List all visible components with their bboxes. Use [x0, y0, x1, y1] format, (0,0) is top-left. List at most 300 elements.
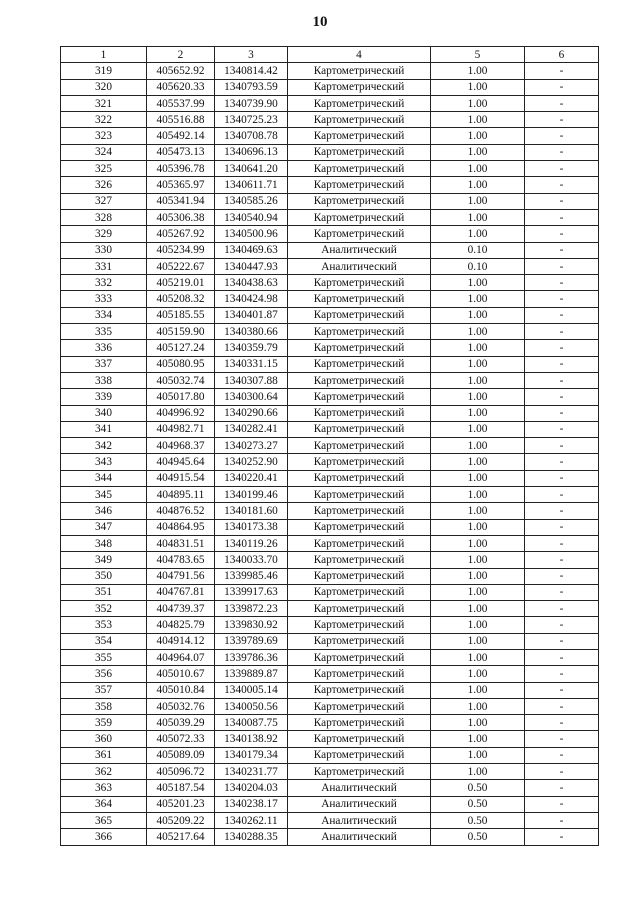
- note-cell: -: [525, 144, 599, 160]
- x-coordinate-cell: 405516.88: [147, 112, 215, 128]
- x-coordinate-cell: 405080.95: [147, 356, 215, 372]
- accuracy-cell: 1.00: [431, 552, 525, 568]
- x-coordinate-cell: 404876.52: [147, 503, 215, 519]
- method-cell: Аналитический: [288, 796, 431, 812]
- x-coordinate-cell: 404895.11: [147, 487, 215, 503]
- accuracy-cell: 0.10: [431, 242, 525, 258]
- table-row: [61, 535, 599, 551]
- x-coordinate-cell: 405537.99: [147, 95, 215, 111]
- accuracy-cell: 1.00: [431, 226, 525, 242]
- y-coordinate-cell: 1340262.11: [215, 812, 288, 828]
- point-number-cell: 323: [61, 128, 147, 144]
- note-cell: -: [525, 796, 599, 812]
- y-coordinate-cell: 1340585.26: [215, 193, 288, 209]
- x-coordinate-cell: 405187.54: [147, 780, 215, 796]
- note-cell: -: [525, 291, 599, 307]
- x-coordinate-cell: 404964.07: [147, 649, 215, 665]
- note-cell: -: [525, 535, 599, 551]
- x-coordinate-cell: 404831.51: [147, 535, 215, 551]
- x-coordinate-cell: 405072.33: [147, 731, 215, 747]
- y-coordinate-cell: 1340739.90: [215, 95, 288, 111]
- accuracy-cell: 0.50: [431, 796, 525, 812]
- x-coordinate-cell: 405010.84: [147, 682, 215, 698]
- method-cell: Картометрический: [288, 79, 431, 95]
- table-row: [61, 193, 599, 209]
- table-row: [61, 209, 599, 225]
- y-coordinate-cell: 1340050.56: [215, 698, 288, 714]
- y-coordinate-cell: 1340231.77: [215, 764, 288, 780]
- accuracy-cell: 1.00: [431, 666, 525, 682]
- table-row: [61, 584, 599, 600]
- note-cell: -: [525, 470, 599, 486]
- table-header-row: [61, 47, 599, 63]
- point-number-cell: 358: [61, 698, 147, 714]
- accuracy-cell: 1.00: [431, 340, 525, 356]
- table-row: [61, 731, 599, 747]
- x-coordinate-cell: 405341.94: [147, 193, 215, 209]
- table-row: [61, 95, 599, 111]
- point-number-cell: 354: [61, 633, 147, 649]
- accuracy-cell: 1.00: [431, 324, 525, 340]
- accuracy-cell: 1.00: [431, 535, 525, 551]
- point-number-cell: 330: [61, 242, 147, 258]
- note-cell: -: [525, 177, 599, 193]
- y-coordinate-cell: 1340033.70: [215, 552, 288, 568]
- header-cell: 3: [215, 47, 288, 63]
- table-row: [61, 63, 599, 79]
- y-coordinate-cell: 1339985.46: [215, 568, 288, 584]
- table-row: [61, 372, 599, 388]
- y-coordinate-cell: 1340204.03: [215, 780, 288, 796]
- point-number-cell: 359: [61, 715, 147, 731]
- y-coordinate-cell: 1340641.20: [215, 161, 288, 177]
- accuracy-cell: 1.00: [431, 193, 525, 209]
- point-number-cell: 325: [61, 161, 147, 177]
- method-cell: Картометрический: [288, 698, 431, 714]
- point-number-cell: 361: [61, 747, 147, 763]
- accuracy-cell: 0.50: [431, 829, 525, 845]
- point-number-cell: 366: [61, 829, 147, 845]
- table-row: [61, 633, 599, 649]
- method-cell: Картометрический: [288, 161, 431, 177]
- y-coordinate-cell: 1340179.34: [215, 747, 288, 763]
- note-cell: -: [525, 258, 599, 274]
- x-coordinate-cell: 404996.92: [147, 405, 215, 421]
- point-number-cell: 356: [61, 666, 147, 682]
- note-cell: -: [525, 275, 599, 291]
- x-coordinate-cell: 404791.56: [147, 568, 215, 584]
- note-cell: -: [525, 601, 599, 617]
- x-coordinate-cell: 404783.65: [147, 552, 215, 568]
- accuracy-cell: 1.00: [431, 601, 525, 617]
- x-coordinate-cell: 404982.71: [147, 421, 215, 437]
- point-number-cell: 340: [61, 405, 147, 421]
- table-row: [61, 764, 599, 780]
- note-cell: -: [525, 698, 599, 714]
- method-cell: Картометрический: [288, 715, 431, 731]
- note-cell: -: [525, 63, 599, 79]
- accuracy-cell: 1.00: [431, 63, 525, 79]
- accuracy-cell: 1.00: [431, 747, 525, 763]
- table-row: [61, 405, 599, 421]
- accuracy-cell: 1.00: [431, 79, 525, 95]
- point-number-cell: 363: [61, 780, 147, 796]
- accuracy-cell: 1.00: [431, 617, 525, 633]
- method-cell: Картометрический: [288, 405, 431, 421]
- y-coordinate-cell: 1340814.42: [215, 63, 288, 79]
- table-row: [61, 617, 599, 633]
- method-cell: Картометрический: [288, 209, 431, 225]
- accuracy-cell: 1.00: [431, 128, 525, 144]
- table-row: [61, 470, 599, 486]
- x-coordinate-cell: 405396.78: [147, 161, 215, 177]
- note-cell: -: [525, 128, 599, 144]
- point-number-cell: 360: [61, 731, 147, 747]
- x-coordinate-cell: 405217.64: [147, 829, 215, 845]
- accuracy-cell: 1.00: [431, 95, 525, 111]
- y-coordinate-cell: 1340793.59: [215, 79, 288, 95]
- method-cell: Аналитический: [288, 258, 431, 274]
- y-coordinate-cell: 1340307.88: [215, 372, 288, 388]
- note-cell: -: [525, 340, 599, 356]
- table-row: [61, 421, 599, 437]
- point-number-cell: 320: [61, 79, 147, 95]
- note-cell: -: [525, 421, 599, 437]
- point-number-cell: 364: [61, 796, 147, 812]
- table-row: [61, 552, 599, 568]
- note-cell: -: [525, 519, 599, 535]
- table-row: [61, 503, 599, 519]
- accuracy-cell: 1.00: [431, 209, 525, 225]
- y-coordinate-cell: 1340273.27: [215, 438, 288, 454]
- note-cell: -: [525, 209, 599, 225]
- y-coordinate-cell: 1340173.38: [215, 519, 288, 535]
- table-row: [61, 340, 599, 356]
- y-coordinate-cell: 1339917.63: [215, 584, 288, 600]
- table-row: [61, 519, 599, 535]
- y-coordinate-cell: 1340708.78: [215, 128, 288, 144]
- x-coordinate-cell: 404864.95: [147, 519, 215, 535]
- accuracy-cell: 1.00: [431, 291, 525, 307]
- y-coordinate-cell: 1340238.17: [215, 796, 288, 812]
- table-row: [61, 177, 599, 193]
- x-coordinate-cell: 405234.99: [147, 242, 215, 258]
- x-coordinate-cell: 405127.24: [147, 340, 215, 356]
- y-coordinate-cell: 1340138.92: [215, 731, 288, 747]
- table-row: [61, 161, 599, 177]
- method-cell: Аналитический: [288, 829, 431, 845]
- point-number-cell: 322: [61, 112, 147, 128]
- table-row: [61, 829, 599, 845]
- table-body: [61, 63, 599, 845]
- y-coordinate-cell: 1340424.98: [215, 291, 288, 307]
- note-cell: -: [525, 682, 599, 698]
- method-cell: Картометрический: [288, 764, 431, 780]
- method-cell: Картометрический: [288, 356, 431, 372]
- point-number-cell: 349: [61, 552, 147, 568]
- note-cell: -: [525, 307, 599, 323]
- note-cell: -: [525, 324, 599, 340]
- point-number-cell: 344: [61, 470, 147, 486]
- x-coordinate-cell: 405620.33: [147, 79, 215, 95]
- table-row: [61, 568, 599, 584]
- header-cell: 4: [288, 47, 431, 63]
- accuracy-cell: 1.00: [431, 161, 525, 177]
- x-coordinate-cell: 404914.12: [147, 633, 215, 649]
- accuracy-cell: 1.00: [431, 356, 525, 372]
- method-cell: Картометрический: [288, 144, 431, 160]
- x-coordinate-cell: 405201.23: [147, 796, 215, 812]
- point-number-cell: 365: [61, 812, 147, 828]
- table-row: [61, 226, 599, 242]
- y-coordinate-cell: 1340696.13: [215, 144, 288, 160]
- y-coordinate-cell: 1340252.90: [215, 454, 288, 470]
- note-cell: -: [525, 568, 599, 584]
- y-coordinate-cell: 1340290.66: [215, 405, 288, 421]
- method-cell: Картометрический: [288, 454, 431, 470]
- accuracy-cell: 0.10: [431, 258, 525, 274]
- method-cell: Картометрический: [288, 291, 431, 307]
- method-cell: Картометрический: [288, 438, 431, 454]
- y-coordinate-cell: 1339786.36: [215, 649, 288, 665]
- method-cell: Аналитический: [288, 242, 431, 258]
- method-cell: Картометрический: [288, 552, 431, 568]
- y-coordinate-cell: 1340540.94: [215, 209, 288, 225]
- note-cell: -: [525, 356, 599, 372]
- table-row: [61, 698, 599, 714]
- method-cell: Картометрический: [288, 421, 431, 437]
- x-coordinate-cell: 405208.32: [147, 291, 215, 307]
- x-coordinate-cell: 405365.97: [147, 177, 215, 193]
- table-row: [61, 324, 599, 340]
- note-cell: -: [525, 552, 599, 568]
- accuracy-cell: 1.00: [431, 715, 525, 731]
- x-coordinate-cell: 404767.81: [147, 584, 215, 600]
- method-cell: Картометрический: [288, 731, 431, 747]
- x-coordinate-cell: 405096.72: [147, 764, 215, 780]
- point-number-cell: 362: [61, 764, 147, 780]
- point-number-cell: 336: [61, 340, 147, 356]
- method-cell: Картометрический: [288, 633, 431, 649]
- accuracy-cell: 1.00: [431, 405, 525, 421]
- header-cell: 2: [147, 47, 215, 63]
- note-cell: -: [525, 454, 599, 470]
- method-cell: Картометрический: [288, 307, 431, 323]
- x-coordinate-cell: 404825.79: [147, 617, 215, 633]
- accuracy-cell: 1.00: [431, 438, 525, 454]
- method-cell: Картометрический: [288, 389, 431, 405]
- table-row: [61, 356, 599, 372]
- method-cell: Картометрический: [288, 617, 431, 633]
- method-cell: Картометрический: [288, 649, 431, 665]
- y-coordinate-cell: 1340359.79: [215, 340, 288, 356]
- method-cell: Картометрический: [288, 487, 431, 503]
- x-coordinate-cell: 405032.74: [147, 372, 215, 388]
- note-cell: -: [525, 405, 599, 421]
- table-row: [61, 601, 599, 617]
- x-coordinate-cell: 405039.29: [147, 715, 215, 731]
- accuracy-cell: 1.00: [431, 503, 525, 519]
- y-coordinate-cell: 1340469.63: [215, 242, 288, 258]
- table-row: [61, 258, 599, 274]
- table-row: [61, 649, 599, 665]
- x-coordinate-cell: 405017.80: [147, 389, 215, 405]
- table-row: [61, 812, 599, 828]
- method-cell: Картометрический: [288, 95, 431, 111]
- y-coordinate-cell: 1340282.41: [215, 421, 288, 437]
- note-cell: -: [525, 666, 599, 682]
- method-cell: Картометрический: [288, 177, 431, 193]
- page-number: 10: [312, 14, 328, 30]
- note-cell: -: [525, 161, 599, 177]
- method-cell: Картометрический: [288, 324, 431, 340]
- y-coordinate-cell: 1340005.14: [215, 682, 288, 698]
- header-cell: 6: [525, 47, 599, 63]
- note-cell: -: [525, 372, 599, 388]
- accuracy-cell: 1.00: [431, 649, 525, 665]
- point-number-cell: 321: [61, 95, 147, 111]
- note-cell: -: [525, 649, 599, 665]
- point-number-cell: 343: [61, 454, 147, 470]
- table-row: [61, 747, 599, 763]
- table-row: [61, 291, 599, 307]
- accuracy-cell: 0.50: [431, 780, 525, 796]
- accuracy-cell: 1.00: [431, 372, 525, 388]
- y-coordinate-cell: 1340380.66: [215, 324, 288, 340]
- note-cell: -: [525, 731, 599, 747]
- point-number-cell: 319: [61, 63, 147, 79]
- accuracy-cell: 1.00: [431, 454, 525, 470]
- y-coordinate-cell: 1340181.60: [215, 503, 288, 519]
- y-coordinate-cell: 1339789.69: [215, 633, 288, 649]
- accuracy-cell: 1.00: [431, 731, 525, 747]
- table-row: [61, 79, 599, 95]
- table-row: [61, 715, 599, 731]
- note-cell: -: [525, 715, 599, 731]
- y-coordinate-cell: 1340300.64: [215, 389, 288, 405]
- x-coordinate-cell: 405267.92: [147, 226, 215, 242]
- point-number-cell: 346: [61, 503, 147, 519]
- point-number-cell: 327: [61, 193, 147, 209]
- y-coordinate-cell: 1340725.23: [215, 112, 288, 128]
- table-row: [61, 682, 599, 698]
- note-cell: -: [525, 193, 599, 209]
- x-coordinate-cell: 405306.38: [147, 209, 215, 225]
- note-cell: -: [525, 389, 599, 405]
- note-cell: -: [525, 633, 599, 649]
- table-row: [61, 487, 599, 503]
- x-coordinate-cell: 405089.09: [147, 747, 215, 763]
- note-cell: -: [525, 764, 599, 780]
- x-coordinate-cell: 405219.01: [147, 275, 215, 291]
- x-coordinate-cell: 405492.14: [147, 128, 215, 144]
- accuracy-cell: 1.00: [431, 519, 525, 535]
- point-number-cell: 341: [61, 421, 147, 437]
- note-cell: -: [525, 617, 599, 633]
- point-number-cell: 328: [61, 209, 147, 225]
- y-coordinate-cell: 1340401.87: [215, 307, 288, 323]
- accuracy-cell: 1.00: [431, 487, 525, 503]
- x-coordinate-cell: 405010.67: [147, 666, 215, 682]
- note-cell: -: [525, 747, 599, 763]
- method-cell: Картометрический: [288, 340, 431, 356]
- point-number-cell: 350: [61, 568, 147, 584]
- coordinates-table: [60, 46, 599, 846]
- y-coordinate-cell: 1340087.75: [215, 715, 288, 731]
- table-row: [61, 780, 599, 796]
- y-coordinate-cell: 1339889.87: [215, 666, 288, 682]
- method-cell: Картометрический: [288, 503, 431, 519]
- accuracy-cell: 1.00: [431, 568, 525, 584]
- y-coordinate-cell: 1340119.26: [215, 535, 288, 551]
- method-cell: Картометрический: [288, 63, 431, 79]
- note-cell: -: [525, 79, 599, 95]
- note-cell: -: [525, 226, 599, 242]
- point-number-cell: 353: [61, 617, 147, 633]
- method-cell: Картометрический: [288, 226, 431, 242]
- point-number-cell: 337: [61, 356, 147, 372]
- accuracy-cell: 1.00: [431, 177, 525, 193]
- method-cell: Картометрический: [288, 568, 431, 584]
- accuracy-cell: 1.00: [431, 633, 525, 649]
- x-coordinate-cell: 405032.76: [147, 698, 215, 714]
- note-cell: -: [525, 780, 599, 796]
- method-cell: Картометрический: [288, 747, 431, 763]
- method-cell: Картометрический: [288, 470, 431, 486]
- table-row: [61, 307, 599, 323]
- table-row: [61, 144, 599, 160]
- point-number-cell: 342: [61, 438, 147, 454]
- point-number-cell: 352: [61, 601, 147, 617]
- accuracy-cell: 1.00: [431, 682, 525, 698]
- accuracy-cell: 1.00: [431, 698, 525, 714]
- x-coordinate-cell: 405652.92: [147, 63, 215, 79]
- method-cell: Картометрический: [288, 601, 431, 617]
- method-cell: Картометрический: [288, 275, 431, 291]
- y-coordinate-cell: 1340199.46: [215, 487, 288, 503]
- method-cell: Картометрический: [288, 372, 431, 388]
- table-row: [61, 242, 599, 258]
- point-number-cell: 326: [61, 177, 147, 193]
- accuracy-cell: 1.00: [431, 470, 525, 486]
- method-cell: Картометрический: [288, 519, 431, 535]
- x-coordinate-cell: 405222.67: [147, 258, 215, 274]
- note-cell: -: [525, 503, 599, 519]
- point-number-cell: 329: [61, 226, 147, 242]
- point-number-cell: 334: [61, 307, 147, 323]
- point-number-cell: 345: [61, 487, 147, 503]
- y-coordinate-cell: 1340447.93: [215, 258, 288, 274]
- method-cell: Картометрический: [288, 193, 431, 209]
- point-number-cell: 333: [61, 291, 147, 307]
- table-row: [61, 112, 599, 128]
- x-coordinate-cell: 405473.13: [147, 144, 215, 160]
- x-coordinate-cell: 405209.22: [147, 812, 215, 828]
- accuracy-cell: 1.00: [431, 764, 525, 780]
- header-cell: 5: [431, 47, 525, 63]
- note-cell: -: [525, 438, 599, 454]
- x-coordinate-cell: 405185.55: [147, 307, 215, 323]
- table-row: [61, 454, 599, 470]
- note-cell: -: [525, 242, 599, 258]
- point-number-cell: 324: [61, 144, 147, 160]
- x-coordinate-cell: 404945.64: [147, 454, 215, 470]
- note-cell: -: [525, 95, 599, 111]
- y-coordinate-cell: 1340611.71: [215, 177, 288, 193]
- x-coordinate-cell: 404968.37: [147, 438, 215, 454]
- method-cell: Картометрический: [288, 584, 431, 600]
- point-number-cell: 332: [61, 275, 147, 291]
